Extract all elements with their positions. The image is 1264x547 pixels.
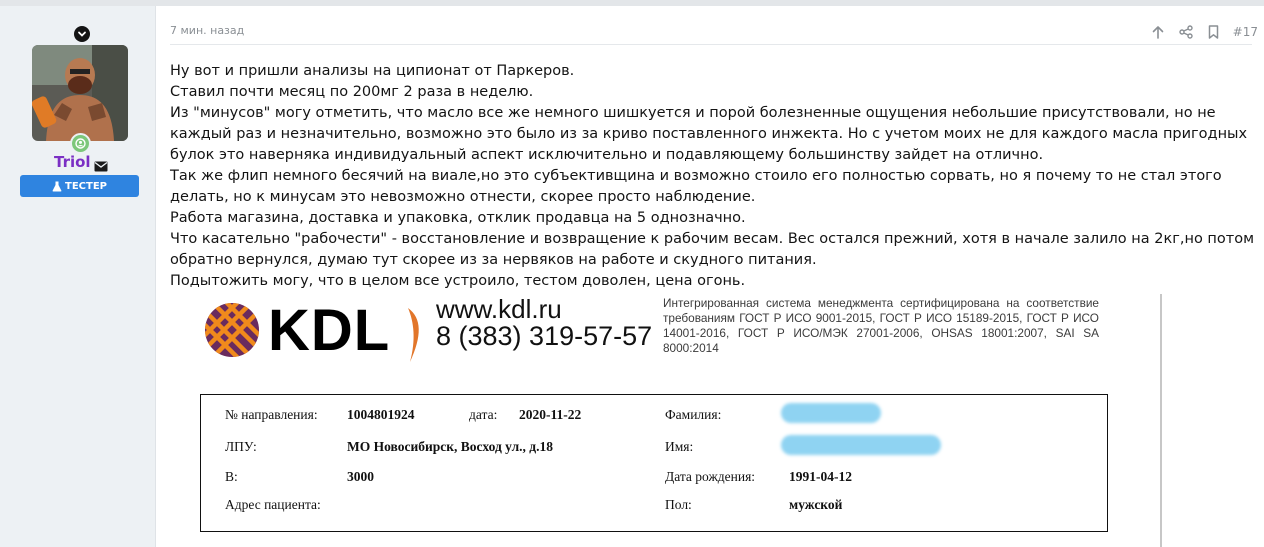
attached-lab-report-image[interactable]: [200, 294, 1162, 547]
post-paragraph: Ставил почти месяц по 200мг 2 раза в неделю.: [170, 84, 534, 100]
report-header: [200, 294, 1160, 374]
certification-text: Интегрированная система менеджмента сертифицирована на соответствие требованиям ГОСТ Р ИСО 9001-2015, ГОСТ Р ИСО 15189-2015, ГОСТ Р ИСО 14001-2016, ГОСТ Р ИСО/МЭК 27001-2006, OHSAS 18001:2007, SAI SA 8000:2014: [663, 296, 1099, 355]
referral-value: 1004801924: [347, 407, 415, 422]
report-phone: 8 (383) 319-57-57: [436, 321, 653, 351]
post-paragraph: Ну вот и пришли анализы на ципионат от Паркеров.: [170, 63, 575, 79]
kdl-logo-text: KDL: [268, 298, 391, 363]
post-number[interactable]: #17: [1232, 25, 1258, 39]
birth-value: 1991-04-12: [789, 469, 852, 484]
redacted-surname: [781, 403, 881, 423]
birth-label: Дата рождения:: [665, 469, 756, 484]
post-paragraph: Работа магазина, доставка и упаковка, отклик продавца на 5 однозначно.: [170, 210, 746, 226]
avatar[interactable]: [32, 45, 128, 141]
post-time[interactable]: 7 мин. назад: [170, 24, 245, 37]
address-label: Адрес пациента:: [225, 497, 321, 512]
referral-label: № направления:: [225, 407, 318, 422]
post-header-divider: [170, 44, 1252, 45]
lpu-label: ЛПУ:: [225, 439, 257, 454]
redacted-name: [781, 435, 941, 455]
post-paragraph: Подытожить могу, что в целом все устроило, тестом доволен, цена огонь.: [170, 273, 746, 289]
kdl-logo-icon: [202, 300, 262, 360]
chevron-down-icon[interactable]: [74, 26, 90, 42]
envelope-icon[interactable]: [94, 157, 108, 168]
lpu-value: МО Новосибирск, Восход ул., д.18: [347, 439, 553, 454]
online-status-icon: [70, 133, 91, 154]
v-label: В:: [225, 469, 238, 484]
username[interactable]: Triol: [54, 153, 91, 171]
post: [170, 6, 1264, 547]
arrow-up-icon[interactable]: [1149, 23, 1167, 41]
post-actions: [1149, 23, 1258, 41]
date-value: 2020-11-22: [519, 407, 582, 422]
report-url: www.kdl.ru: [436, 294, 562, 324]
share-icon[interactable]: [1177, 23, 1195, 41]
date-label: дата:: [469, 407, 498, 422]
username-row: [54, 152, 108, 172]
surname-label: Фамилия:: [665, 407, 722, 422]
user-badge: [20, 175, 139, 197]
flask-icon: [52, 181, 62, 192]
bookmark-icon[interactable]: [1205, 23, 1223, 41]
name-label: Имя:: [665, 439, 694, 454]
post-paragraph: Из "минусов" могу отметить, что масло все же немного шишкуется и порой болезненные ощущения небольшие присутствовали, но не каждый раз и незначительно, возможно это было из за криво поставленного инжекта. Но с учетом моих не для каждого масла пригодных булок это наверняка индивидуальный аспект исключительно и подавляющему большинству зайдет на отлично.: [170, 105, 1248, 163]
badge-label: ТЕСТЕР: [65, 180, 107, 192]
patient-form: [200, 394, 1108, 532]
post-body: [170, 61, 1260, 292]
post-paragraph: Что касательно "рабочести" - восстановление и возвращение к рабочим весам. Вес остался прежний, хотя в начале залило на 2кг,но потом обратно вернулся, думаю тут скорее из за нервяков на работе и скудного питания.: [170, 231, 1255, 268]
sex-label: Пол:: [665, 497, 692, 512]
logo-swoosh: [404, 306, 424, 364]
sex-value: мужской: [789, 497, 843, 512]
post-paragraph: Так же флип немного бесячий на виале,но это субъективщина и возможно стоило его полностью сорвать, но я почему то не стал этого делать, но к минусам это невозможно отнести, скорее просто наблюдение.: [170, 168, 1222, 205]
v-value: 3000: [347, 469, 374, 484]
user-sidebar: [0, 6, 156, 547]
